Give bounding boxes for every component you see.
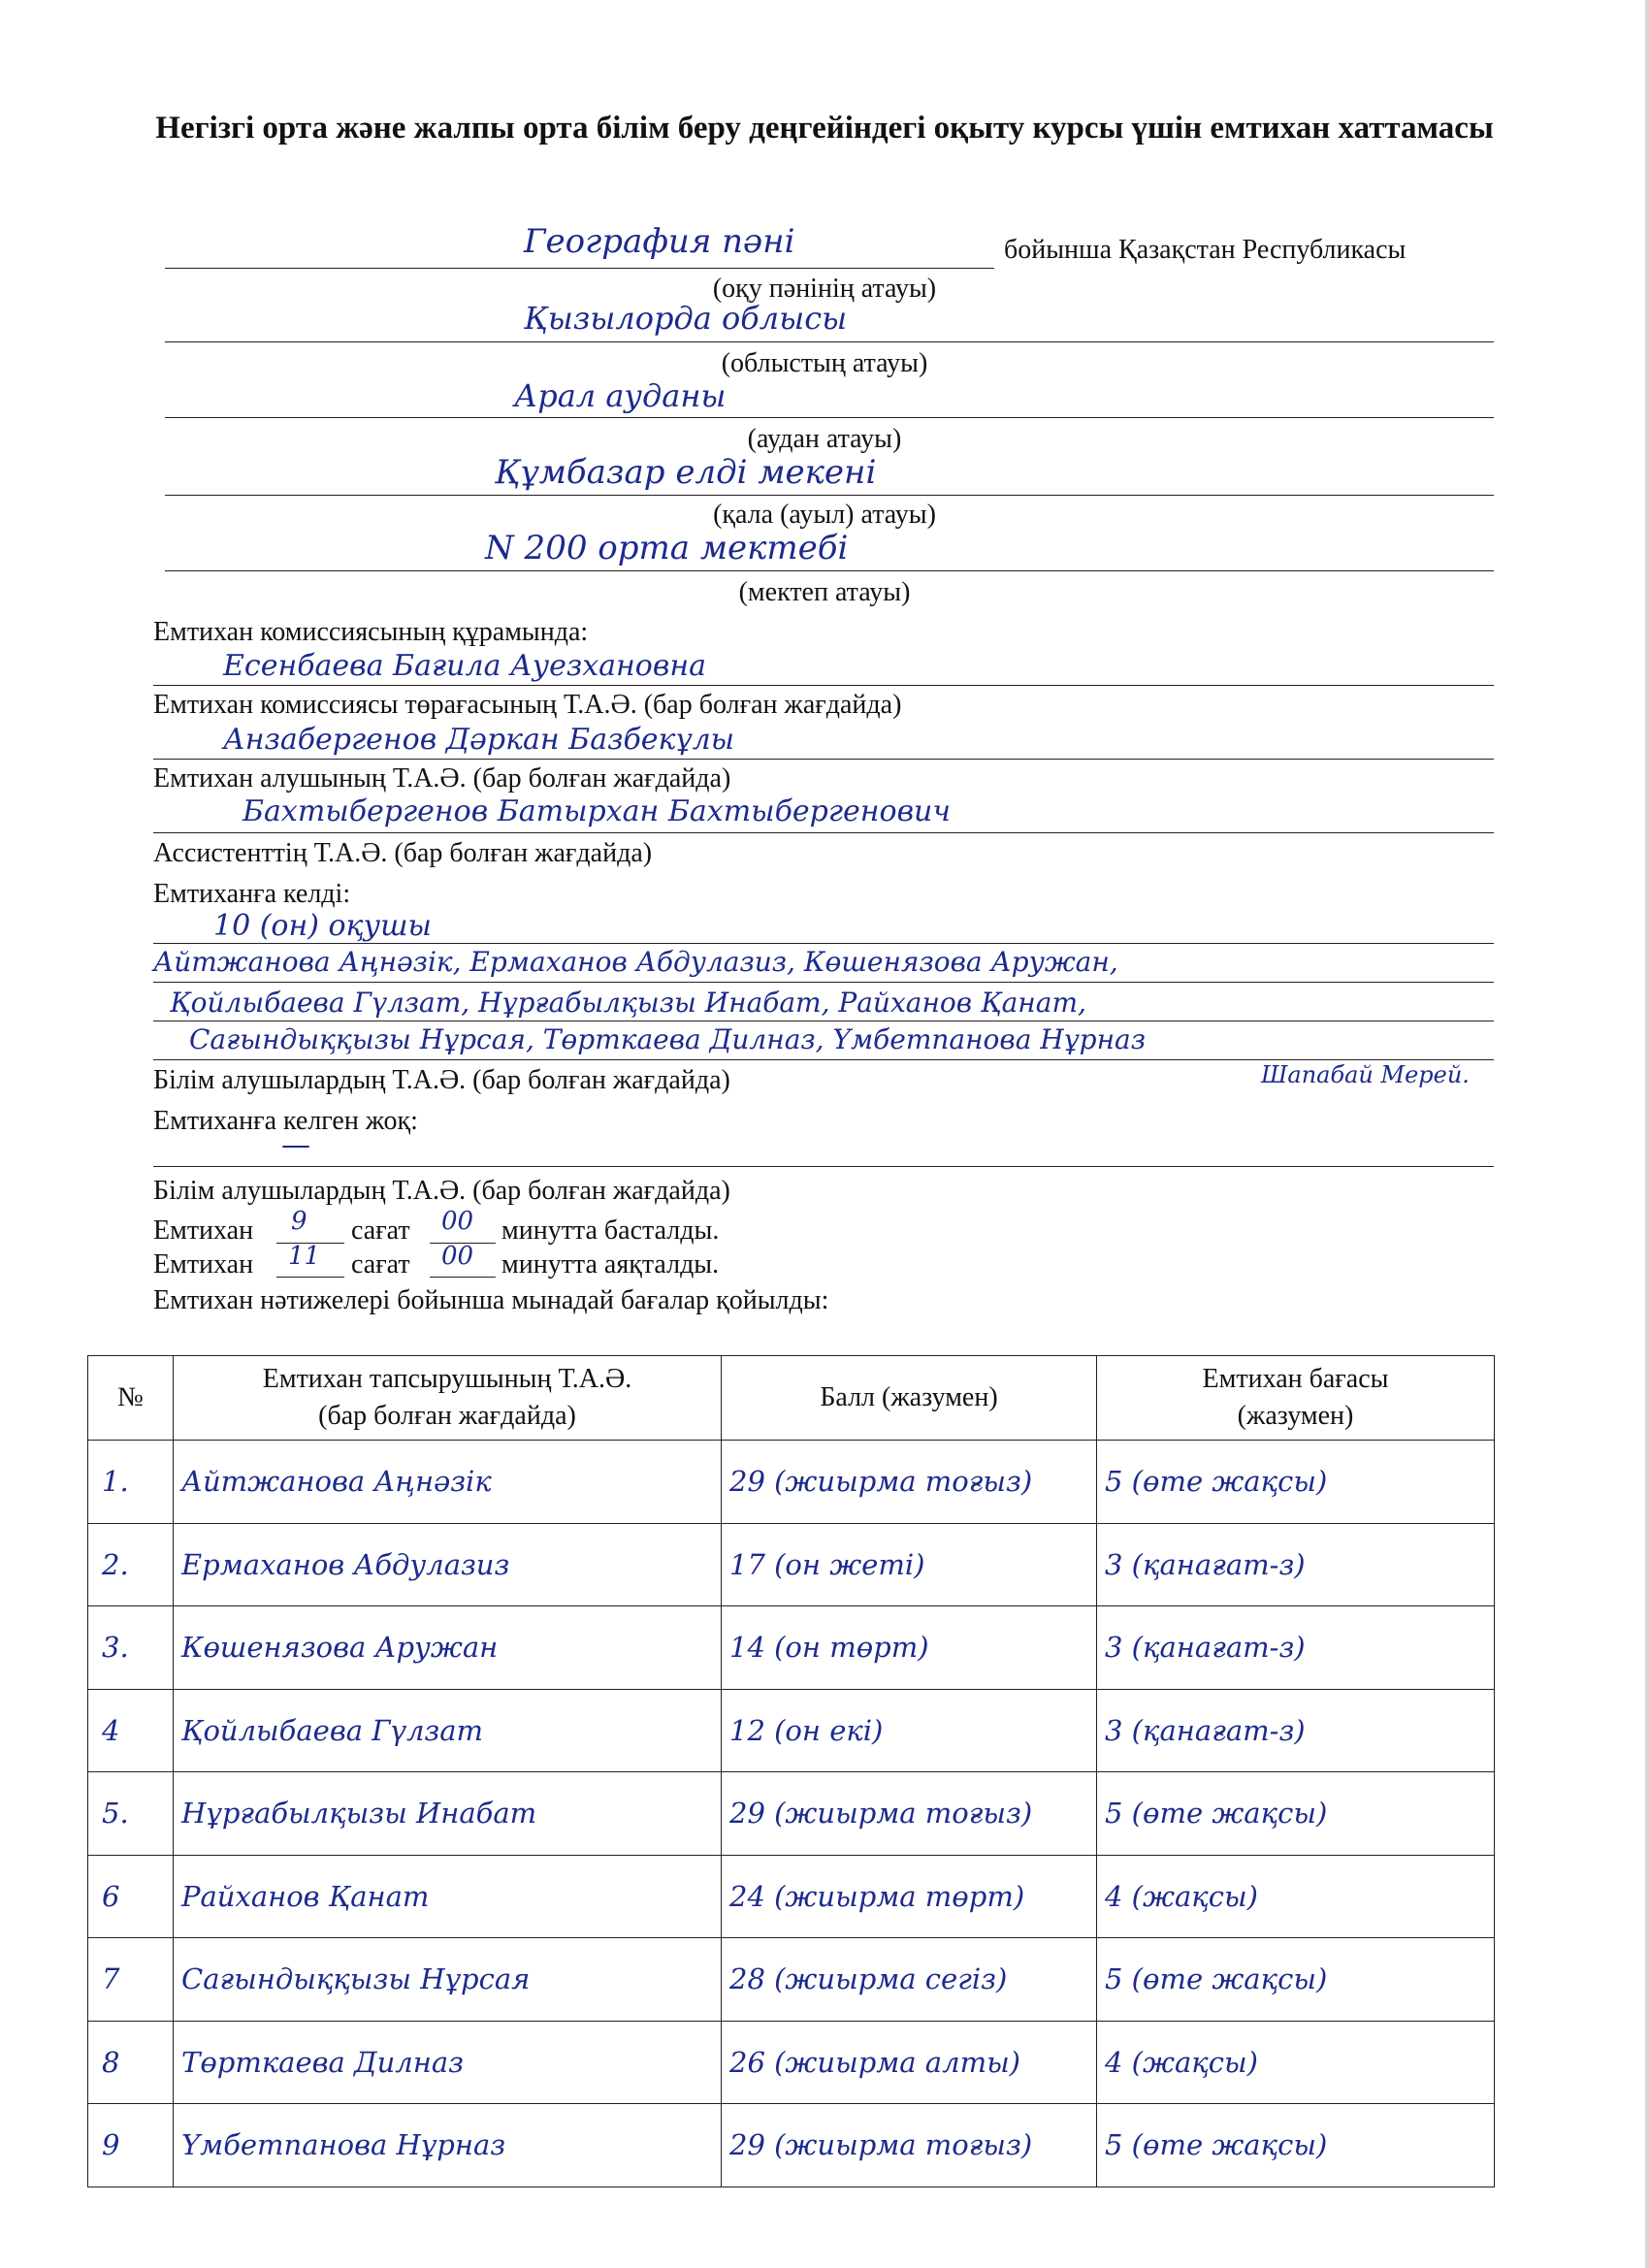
- chair-label: Емтихан комиссиясы төрағасының Т.А.Ә. (бар болған жағдайда): [153, 690, 902, 720]
- row-score: 29 (жиырма тоғыз): [722, 2104, 1097, 2187]
- row-grade: 3 (қанағат-з): [1097, 1606, 1495, 1690]
- end-hour-handwritten: 11: [288, 1242, 321, 1271]
- row-grade: 5 (өте жақсы): [1097, 1938, 1495, 2022]
- assistant-underline: [153, 832, 1494, 833]
- start-prefix: Емтихан: [153, 1215, 254, 1246]
- locality-underline: [165, 495, 1494, 496]
- school-handwritten: N 200 орта мектебі: [485, 529, 849, 567]
- examiner-underline: [153, 759, 1494, 760]
- header-num: №: [88, 1356, 174, 1441]
- absent-underline: [153, 1166, 1494, 1167]
- header-name-line-1: Емтихан тапсырушының Т.А.Ә.: [262, 1364, 632, 1394]
- end-min-handwritten: 00: [441, 1242, 474, 1271]
- table-row: [88, 2021, 1495, 2104]
- row-num: 5.: [88, 1772, 174, 1856]
- present-students-line-1: Айтжанова Аңнәзік, Ермаханов Абдулазиз, Көшенязова Аружан,: [153, 946, 1118, 978]
- start-hour-word: сағат: [351, 1215, 410, 1246]
- absent-students-label: Білім алушылардың Т.А.Ә. (бар болған жағдайда): [153, 1176, 730, 1206]
- district-underline: [165, 417, 1494, 418]
- header-name-line-2: (бар болған жағдайда): [318, 1401, 576, 1431]
- region-underline: [165, 341, 1494, 342]
- absent-value-handwritten: —: [281, 1128, 310, 1162]
- row-name: Айтжанова Аңнәзік: [174, 1441, 722, 1524]
- row-grade: 5 (өте жақсы): [1097, 1441, 1495, 1524]
- row-name: Көшенязова Аружан: [174, 1606, 722, 1690]
- row-grade: 3 (қанағат-з): [1097, 1689, 1495, 1772]
- table-row: [88, 1441, 1495, 1524]
- row-score: 29 (жиырма тоғыз): [722, 1772, 1097, 1856]
- school-caption: (мектеп атауы): [738, 577, 911, 607]
- examiner-label: Емтихан алушының Т.А.Ә. (бар болған жағдайда): [153, 763, 731, 794]
- subject-caption: (оқу пәнінің атауы): [712, 274, 937, 304]
- row-num: 1.: [88, 1441, 174, 1524]
- end-suffix: минутта аяқталды.: [501, 1249, 720, 1280]
- commission-label: Емтихан комиссиясының құрамында:: [153, 617, 589, 647]
- locality-caption: (қала (ауыл) атауы): [713, 500, 936, 530]
- header-score: Балл (жазумен): [722, 1356, 1097, 1441]
- results-label: Емтихан нәтижелері бойынша мынадай бағалар қойылды:: [153, 1285, 829, 1315]
- chair-name-handwritten: Есенбаева Бағила Ауезхановна: [223, 649, 706, 683]
- row-score: 24 (жиырма төрт): [722, 1855, 1097, 1938]
- chair-underline: [153, 685, 1494, 686]
- subject-handwritten: География пәні: [524, 222, 795, 261]
- row-score: 28 (жиырма сегіз): [722, 1938, 1097, 2022]
- row-score: 26 (жиырма алты): [722, 2021, 1097, 2104]
- row-num: 4: [88, 1689, 174, 1772]
- end-prefix: Емтихан: [153, 1249, 254, 1280]
- header-grade: [1097, 1356, 1495, 1441]
- row-grade: 4 (жақсы): [1097, 1855, 1495, 1938]
- scan-edge: [1645, 0, 1649, 2268]
- end-hour-underline: [276, 1277, 344, 1278]
- row-num: 6: [88, 1855, 174, 1938]
- table-row: [88, 1938, 1495, 2022]
- start-hour-handwritten: 9: [291, 1207, 307, 1236]
- row-score: 17 (он жеті): [722, 1523, 1097, 1606]
- document-title: Негізгі орта және жалпы орта білім беру деңгейіндегі оқыту курсы үшін емтихан хаттамасы: [155, 111, 1494, 146]
- end-hour-word: сағат: [351, 1249, 410, 1280]
- present-underline-1: [153, 943, 1494, 944]
- header-grade-line-2: (жазумен): [1237, 1401, 1354, 1431]
- present-students-line-2: Қойлыбаева Гүлзат, Нұрғабылқызы Инабат, Райханов Қанат,: [170, 987, 1086, 1019]
- table-row: [88, 2104, 1495, 2187]
- present-students-label: Білім алушылардың Т.А.Ә. (бар болған жағдайда): [153, 1065, 730, 1095]
- table-row: [88, 1772, 1495, 1856]
- row-grade: 4 (жақсы): [1097, 2021, 1495, 2104]
- school-underline: [165, 570, 1494, 571]
- row-num: 3.: [88, 1606, 174, 1690]
- absent-label: Емтиханға келген жоқ:: [153, 1106, 418, 1136]
- present-underline-2: [153, 982, 1494, 983]
- row-name: Қойлыбаева Гүлзат: [174, 1689, 722, 1772]
- present-students-line-4: Шапабай Мерей.: [1261, 1061, 1470, 1088]
- subject-suffix: бойынша Қазақстан Республикасы: [1004, 235, 1406, 265]
- row-grade: 5 (өте жақсы): [1097, 2104, 1495, 2187]
- start-min-handwritten: 00: [441, 1207, 474, 1236]
- row-name: Үмбетпанова Нұрназ: [174, 2104, 722, 2187]
- table-row: [88, 1523, 1495, 1606]
- row-num: 8: [88, 2021, 174, 2104]
- row-name: Нұрғабылқызы Инабат: [174, 1772, 722, 1856]
- row-name: Сағындыққызы Нұрсая: [174, 1938, 722, 2022]
- row-num: 2.: [88, 1523, 174, 1606]
- examiner-name-handwritten: Анзабергенов Дәркан Базбекұлы: [223, 723, 735, 757]
- district-caption: (аудан атауы): [747, 424, 902, 454]
- subject-underline: [165, 268, 994, 269]
- region-caption: (облыстың атауы): [721, 348, 928, 378]
- row-score: 12 (он екі): [722, 1689, 1097, 1772]
- locality-handwritten: Құмбазар елді мекені: [495, 453, 877, 492]
- row-grade: 5 (өте жақсы): [1097, 1772, 1495, 1856]
- region-handwritten: Қызылорда облысы: [524, 300, 848, 337]
- header-name: [174, 1356, 722, 1441]
- present-count-handwritten: 10 (он) оқушы: [213, 909, 432, 943]
- row-num: 7: [88, 1938, 174, 2022]
- row-grade: 3 (қанағат-з): [1097, 1523, 1495, 1606]
- assistant-label: Ассистенттің Т.А.Ә. (бар болған жағдайда): [153, 838, 653, 868]
- present-underline-4: [153, 1059, 1494, 1060]
- grades-table: [87, 1355, 1495, 2187]
- row-score: 14 (он төрт): [722, 1606, 1097, 1690]
- row-name: Райханов Қанат: [174, 1855, 722, 1938]
- present-students-line-3: Сағындыққызы Нұрсая, Төрткаева Дилназ, Үмбетпанова Нұрназ: [189, 1023, 1147, 1055]
- start-suffix: минутта басталды.: [501, 1215, 720, 1246]
- table-row: [88, 1606, 1495, 1690]
- row-num: 9: [88, 2104, 174, 2187]
- row-name: Ермаханов Абдулазиз: [174, 1523, 722, 1606]
- table-row: [88, 1855, 1495, 1938]
- table-header-row: [88, 1356, 1495, 1441]
- header-grade-line-1: Емтихан бағасы: [1202, 1364, 1389, 1394]
- table-row: [88, 1689, 1495, 1772]
- row-score: 29 (жиырма тоғыз): [722, 1441, 1097, 1524]
- assistant-name-handwritten: Бахтыбергенов Батырхан Бахтыбергенович: [242, 794, 952, 828]
- district-handwritten: Арал ауданы: [514, 377, 727, 414]
- row-name: Төрткаева Дилназ: [174, 2021, 722, 2104]
- end-min-underline: [430, 1277, 496, 1278]
- present-label: Емтиханға келді:: [153, 879, 351, 909]
